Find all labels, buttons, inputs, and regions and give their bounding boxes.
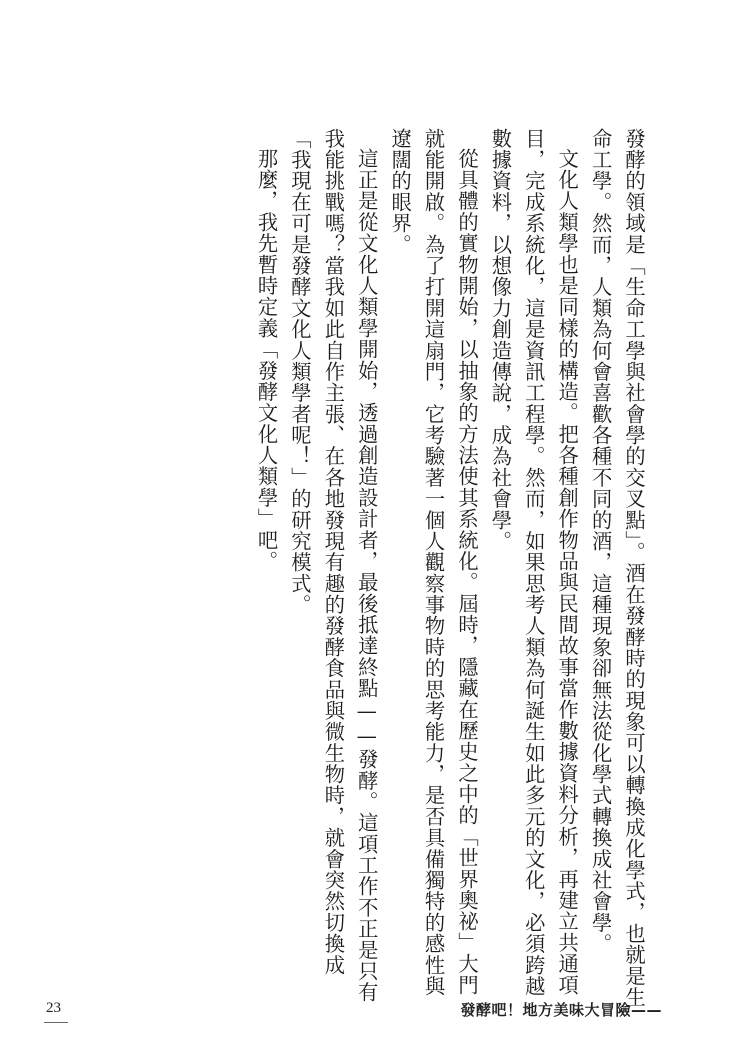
page-number: 23: [46, 1000, 61, 1016]
paragraph-4: 這正是從文化人類學開始，透過創造設計者，最後抵達終點——發酵。這項工作不正是只有我能挑戰嗎？當我如此自作主張、在各地發現有趣的發酵食品與微生物時，就會突然切換成「我現在可是發酵文化人類學者呢！」的研究模式。: [287, 128, 379, 1004]
paragraph-1: 發酵的領域是「生命工學與社會學的交叉點」。酒在發酵時的現象可以轉換成化學式，也就是生命工學。然而，人類為何會喜歡各種不同的酒，這種現象卻無法從化學式轉換成社會學。: [588, 128, 646, 1008]
page-body-text: [110, 128, 650, 1008]
paragraph-5: 那麼，我先暫時定義「發酵文化人類學」吧。: [254, 148, 279, 573]
page-number-underline: [44, 1022, 68, 1023]
paragraph-3: 從具體的實物開始，以抽象的方法使其系統化。屆時，隱藏在歷史之中的「世界奧祕」大門就能開啟。為了打開這扇門，它考驗著一個人觀察事物時的思考能力，是否具備獨特的感性與遼闊的眼界。: [388, 128, 479, 997]
running-title: 發酵吧！地方美味大冒險——: [460, 1001, 662, 1019]
paragraph-2: 文化人類學也是同樣的構造。把各種創作物品與民間故事當作數據資料分析，再建立共通項目，完成系統化，這是資訊工程學。然而，如果思考人類為何誕生如此多元的文化，必須跨越數據資料，以想像力創造傳說，成為社會學。: [488, 128, 580, 997]
